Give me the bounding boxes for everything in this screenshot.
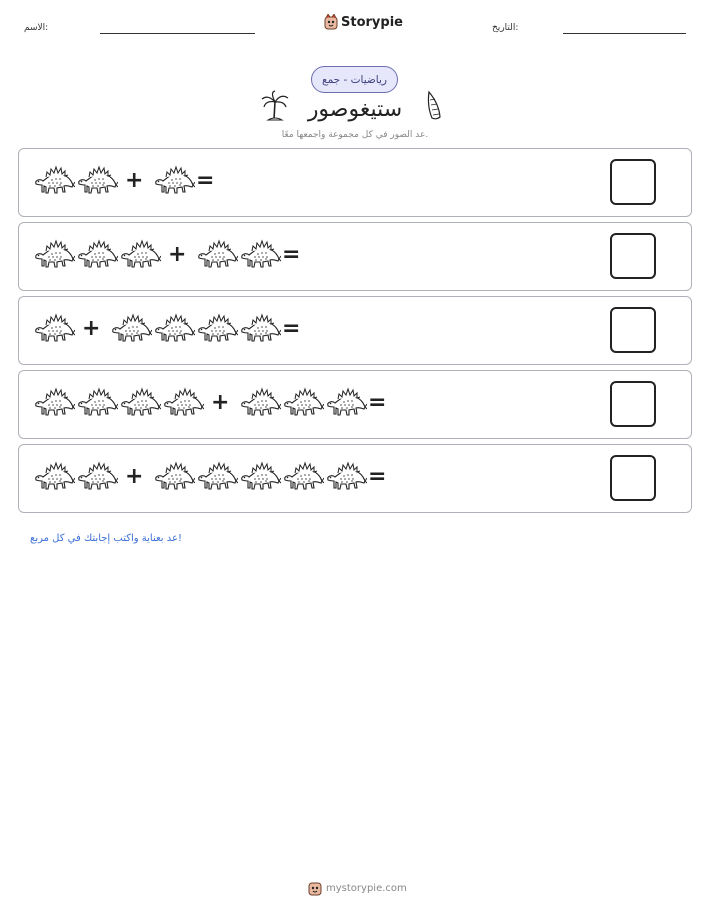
stegosaurus-icon <box>76 459 118 493</box>
stegosaurus-icon <box>33 311 75 345</box>
stegosaurus-icon <box>196 459 238 493</box>
answer-box[interactable] <box>610 159 656 205</box>
stegosaurus-icon <box>239 237 281 271</box>
stegosaurus-icon <box>196 237 238 271</box>
brand-logo <box>324 14 403 30</box>
stegosaurus-icon <box>33 459 75 493</box>
stegosaurus-icon <box>33 163 75 197</box>
problem-row <box>18 222 692 291</box>
equals-sign: = <box>368 464 387 489</box>
stegosaurus-icon <box>33 237 75 271</box>
problem-row <box>18 148 692 217</box>
storypie-logo-icon <box>324 14 338 30</box>
stegosaurus-icon <box>76 237 118 271</box>
answer-box[interactable] <box>610 381 656 427</box>
stegosaurus-icon <box>162 385 204 419</box>
equals-sign: = <box>282 316 301 341</box>
instructions: عد الصور في كل مجموعة واجمعها معًا. <box>281 130 429 140</box>
stegosaurus-icon <box>153 163 195 197</box>
date-line[interactable] <box>563 33 686 34</box>
stegosaurus-icon <box>325 385 367 419</box>
name-label: الاسم: <box>24 23 49 33</box>
palm-tree-icon <box>260 90 290 122</box>
plus-sign: + <box>168 242 187 267</box>
footnote: عد بعناية واكتب إجابتك في كل مربع! <box>30 533 182 544</box>
stegosaurus-icon <box>76 163 118 197</box>
name-line[interactable] <box>100 33 255 34</box>
equals-sign: = <box>282 242 301 267</box>
plus-sign: + <box>82 316 101 341</box>
answer-box[interactable] <box>610 455 656 501</box>
plus-sign: + <box>125 168 144 193</box>
stegosaurus-icon <box>282 459 324 493</box>
stegosaurus-icon <box>153 459 195 493</box>
date-label: التاريخ: <box>492 23 519 33</box>
stegosaurus-icon <box>153 311 195 345</box>
brand-name: Storypie <box>341 14 403 30</box>
topic-pill: رياضيات - جمع <box>311 66 398 93</box>
equals-sign: = <box>196 168 215 193</box>
stegosaurus-icon <box>119 237 161 271</box>
page-title: ستيغوصور <box>307 97 403 122</box>
stegosaurus-icon <box>76 385 118 419</box>
stegosaurus-icon <box>239 311 281 345</box>
footer-url[interactable]: mystorypie.com <box>326 882 407 894</box>
equals-sign: = <box>368 390 387 415</box>
plus-sign: + <box>211 390 230 415</box>
stegosaurus-icon <box>325 459 367 493</box>
stegosaurus-icon <box>196 311 238 345</box>
stegosaurus-icon <box>282 385 324 419</box>
storypie-logo-icon <box>308 880 322 896</box>
horn-icon <box>424 90 444 122</box>
problem-row <box>18 444 692 513</box>
plus-sign: + <box>125 464 144 489</box>
stegosaurus-icon <box>110 311 152 345</box>
footer <box>308 880 407 896</box>
stegosaurus-icon <box>33 385 75 419</box>
stegosaurus-icon <box>239 459 281 493</box>
problem-row <box>18 370 692 439</box>
answer-box[interactable] <box>610 233 656 279</box>
stegosaurus-icon <box>239 385 281 419</box>
problem-row <box>18 296 692 365</box>
stegosaurus-icon <box>119 385 161 419</box>
answer-box[interactable] <box>610 307 656 353</box>
